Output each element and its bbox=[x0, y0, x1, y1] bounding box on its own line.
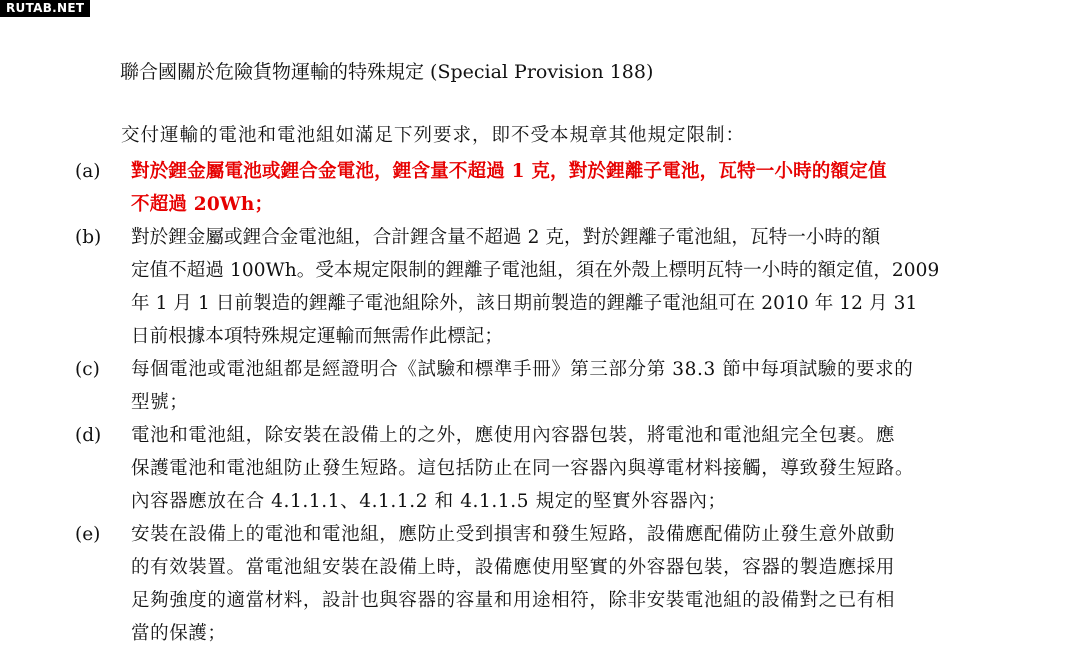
text-line: 日前根據本項特殊規定運輸而無需作此標記； bbox=[131, 326, 504, 347]
item-text bbox=[131, 419, 1035, 518]
item-text bbox=[131, 221, 1035, 353]
item-text bbox=[131, 155, 1035, 221]
text-line: 保護電池和電池組防止發生短路。這包括防止在同一容器內與導電材料接觸，導致發生短路。 bbox=[131, 458, 915, 479]
intro-paragraph: 交付運輸的電池和電池組如滿足下列要求，即不受本規章其他規定限制： bbox=[121, 125, 746, 146]
text-line: 對於鋰金屬電池或鋰合金電池，鋰含量不超過 1 克，對於鋰離子電池，瓦特一小時的額定值 bbox=[131, 161, 887, 182]
item-label: (d) bbox=[75, 425, 102, 446]
text-line: 內容器應放在合 4.1.1.1、4.1.1.2 和 4.1.1.5 規定的堅實外容器內； bbox=[131, 491, 727, 512]
provision-item-b bbox=[75, 221, 1035, 353]
provision-item-d bbox=[75, 419, 1035, 518]
item-label: (e) bbox=[75, 524, 101, 545]
text-line: 每個電池或電池組都是經證明合《試驗和標準手冊》第三部分第 38.3 節中每項試驗的要求的 bbox=[131, 359, 914, 380]
item-label: (c) bbox=[75, 359, 100, 380]
watermark-badge: RUTAB.NET bbox=[0, 0, 90, 17]
item-text bbox=[131, 518, 1035, 650]
text-line: 足夠強度的適當材料，設計也與容器的容量和用途相符，除非安裝電池組的設備對之已有相 bbox=[131, 590, 896, 611]
item-text bbox=[131, 353, 1035, 419]
text-line: 不超過 20Wh； bbox=[131, 194, 274, 215]
provision-item-e bbox=[75, 518, 1035, 650]
text-line: 電池和電池組，除安裝在設備上的之外，應使用內容器包裝，將電池和電池組完全包裹。應 bbox=[131, 425, 896, 446]
provision-list bbox=[75, 155, 1035, 650]
text-line: 型號； bbox=[131, 392, 189, 413]
provision-item-a bbox=[75, 155, 1035, 221]
text-line: 的有效裝置。當電池組安裝在設備上時，設備應使用堅實的外容器包裝，容器的製造應採用 bbox=[131, 557, 896, 578]
document-title: 聯合國關於危險貨物運輸的特殊規定 (Special Provision 188) bbox=[120, 61, 654, 83]
text-line: 安裝在設備上的電池和電池組，應防止受到損害和發生短路，設備應配備防止發生意外啟動 bbox=[131, 524, 896, 545]
item-label: (a) bbox=[75, 161, 101, 182]
item-label: (b) bbox=[75, 227, 102, 248]
provision-item-c bbox=[75, 353, 1035, 419]
text-line: 年 1 月 1 日前製造的鋰離子電池組除外，該日期前製造的鋰離子電池組可在 2010 年 12 月 31 bbox=[131, 293, 918, 314]
text-line: 定值不超過 100Wh。受本規定限制的鋰離子電池組，須在外殼上標明瓦特一小時的額定值，2009 bbox=[131, 260, 940, 281]
text-line: 當的保護； bbox=[131, 623, 227, 644]
text-line: 對於鋰金屬或鋰合金電池組，合計鋰含量不超過 2 克，對於鋰離子電池組，瓦特一小時的額 bbox=[131, 227, 881, 248]
